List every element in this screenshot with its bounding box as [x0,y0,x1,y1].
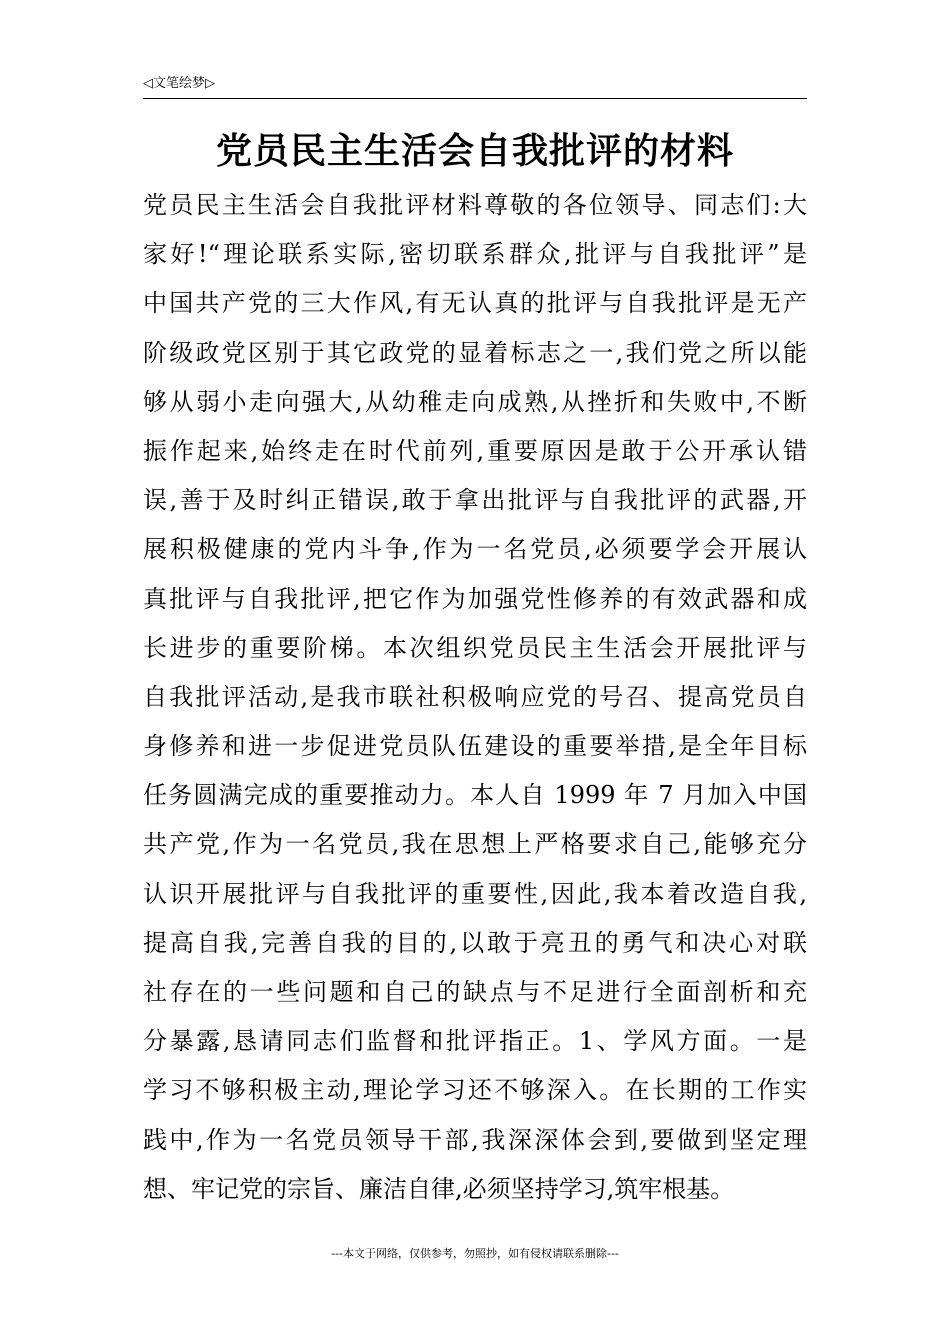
document-title: 党员民主生活会自我批评的材料 [215,131,734,172]
body-line: 振作起来,始终走在时代前列,重要原因是敢于公开承认错 [143,436,807,465]
body-line: 想、牢记党的宗旨、廉洁自律,必须坚持学习,筑牢根基。 [143,1174,735,1203]
body-line: 中国共产党的三大作风,有无认真的批评与自我批评是无产 [143,289,807,318]
body-line: 学习不够积极主动,理论学习还不够深入。在长期的工作实 [143,1076,807,1105]
document-body [143,181,807,1214]
body-line: 误,善于及时纠正错误,敢于拿出批评与自我批评的武器,开 [143,486,807,515]
body-line: 社存在的一些问题和自己的缺点与不足进行全面剖析和充 [143,978,807,1006]
body-line: 任务圆满完成的重要推动力。本人自 1999 年 7 月加入中国 [143,781,807,810]
body-line: 阶级政党区别于其它政党的显着标志之一,我们党之所以能 [143,338,807,367]
right-triangle-icon: ▷ [205,76,216,91]
body-line: 身修养和进一步促进党员队伍建设的重要举措,是全年目标 [143,732,807,761]
left-triangle-icon: ◁ [143,76,153,91]
body-line: 分暴露,恳请同志们监督和批评指正。1、学风方面。一是 [143,1027,807,1056]
body-line: 自我批评活动,是我市联社积极响应党的号召、提高党员自 [143,682,807,711]
header-brand-text: 文笔绘梦 [153,76,206,91]
body-line: 长进步的重要阶梯。本次组织党员民主生活会开展批评与 [143,633,807,662]
page-footer-disclaimer: ---本文于网络，仅供参考，勿照抄，如有侵权请联系删除--- [331,1247,619,1260]
body-line: 党员民主生活会自我批评材料尊敬的各位领导、同志们:大 [143,191,807,219]
body-line: 家好!“理论联系实际,密切联系群众,批评与自我批评”是 [143,240,807,269]
body-line: 认识开展批评与自我批评的重要性,因此,我本着改造自我, [143,879,807,908]
body-line: 真批评与自我批评,把它作为加强党性修养的有效武器和成 [143,584,807,613]
body-line: 践中,作为一名党员领导干部,我深深体会到,要做到坚定理 [143,1125,807,1154]
body-line: 够从弱小走向强大,从幼稚走向成熟,从挫折和失败中,不断 [143,387,807,416]
body-line: 共产党,作为一名党员,我在思想上严格要求自己,能够充分 [143,830,807,859]
page-header [143,74,807,99]
body-line: 展积极健康的党内斗争,作为一名党员,必须要学会开展认 [143,535,807,564]
body-line: 提高自我,完善自我的目的,以敢于亮丑的勇气和决心对联 [143,928,807,957]
